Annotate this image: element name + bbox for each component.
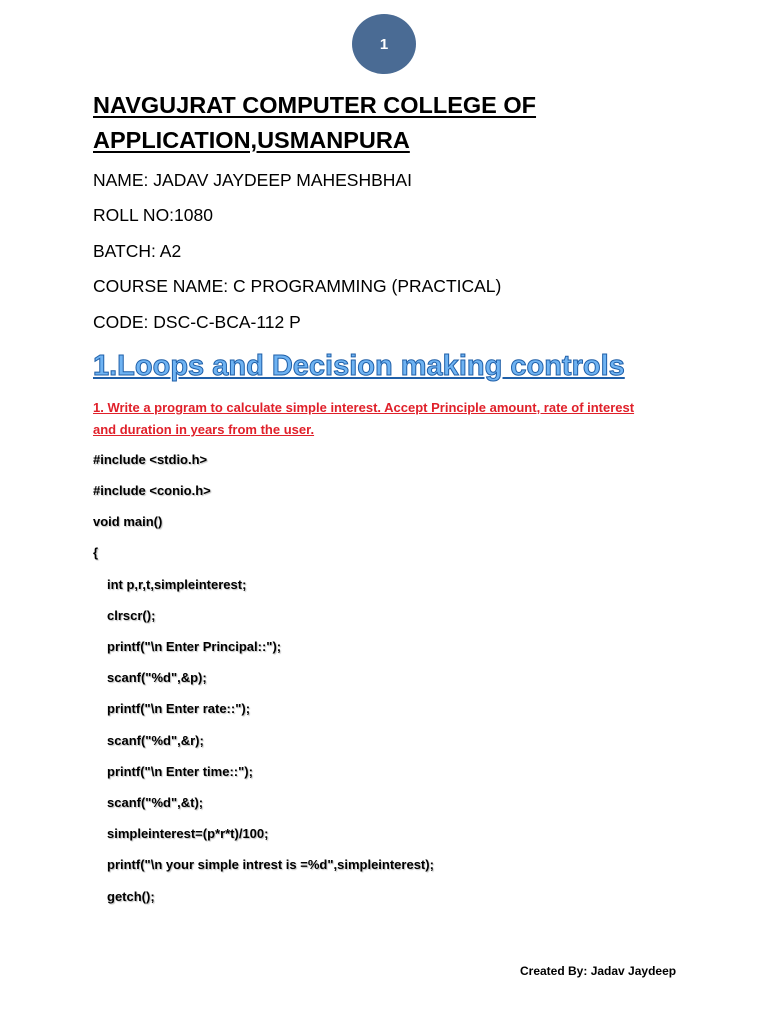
code-line: int p,r,t,simpleinterest; xyxy=(107,577,247,592)
code-line: simpleinterest=(p*r*t)/100; xyxy=(107,826,269,841)
student-name: NAME: JADAV JAYDEEP MAHESHBHAI xyxy=(93,170,412,190)
code-line: #include <conio.h> xyxy=(93,483,211,498)
code-line: scanf("%d",&t); xyxy=(107,795,204,810)
college-title-line2: APPLICATION,USMANPURA xyxy=(93,127,410,153)
code-line: { xyxy=(93,545,99,560)
question-line1: 1. Write a program to calculate simple interest. Accept Principle amount, rate of interest xyxy=(93,400,635,415)
code-line: getch(); xyxy=(107,889,155,904)
college-title xyxy=(93,88,653,158)
code-line: scanf("%d",&r); xyxy=(107,733,204,748)
batch: BATCH: A2 xyxy=(93,241,182,261)
question-text xyxy=(93,397,683,441)
code-line: scanf("%d",&p); xyxy=(107,670,207,685)
footer-created-by: Created By: Jadav Jaydeep xyxy=(520,964,677,978)
code-line: clrscr(); xyxy=(107,608,156,623)
code-line: printf("\n Enter rate::"); xyxy=(107,701,251,716)
question-line2: and duration in years from the user. xyxy=(93,422,315,437)
code-line: printf("\n Enter time::"); xyxy=(107,764,253,779)
college-title-line1: NAVGUJRAT COMPUTER COLLEGE OF xyxy=(93,92,537,118)
code-line: printf("\n Enter Principal::"); xyxy=(107,639,282,654)
roll-number: ROLL NO:1080 xyxy=(93,205,213,225)
code-line: #include <stdio.h> xyxy=(93,452,208,467)
code-line: printf("\n your simple intrest is =%d",simpleinterest); xyxy=(107,857,434,872)
section-heading: 1.Loops and Decision making controls xyxy=(93,350,625,382)
code-line: void main() xyxy=(93,514,163,529)
course-name: COURSE NAME: C PROGRAMMING (PRACTICAL) xyxy=(93,276,502,296)
course-code: CODE: DSC-C-BCA-112 P xyxy=(93,312,301,332)
page-number-badge: 1 xyxy=(352,14,416,74)
